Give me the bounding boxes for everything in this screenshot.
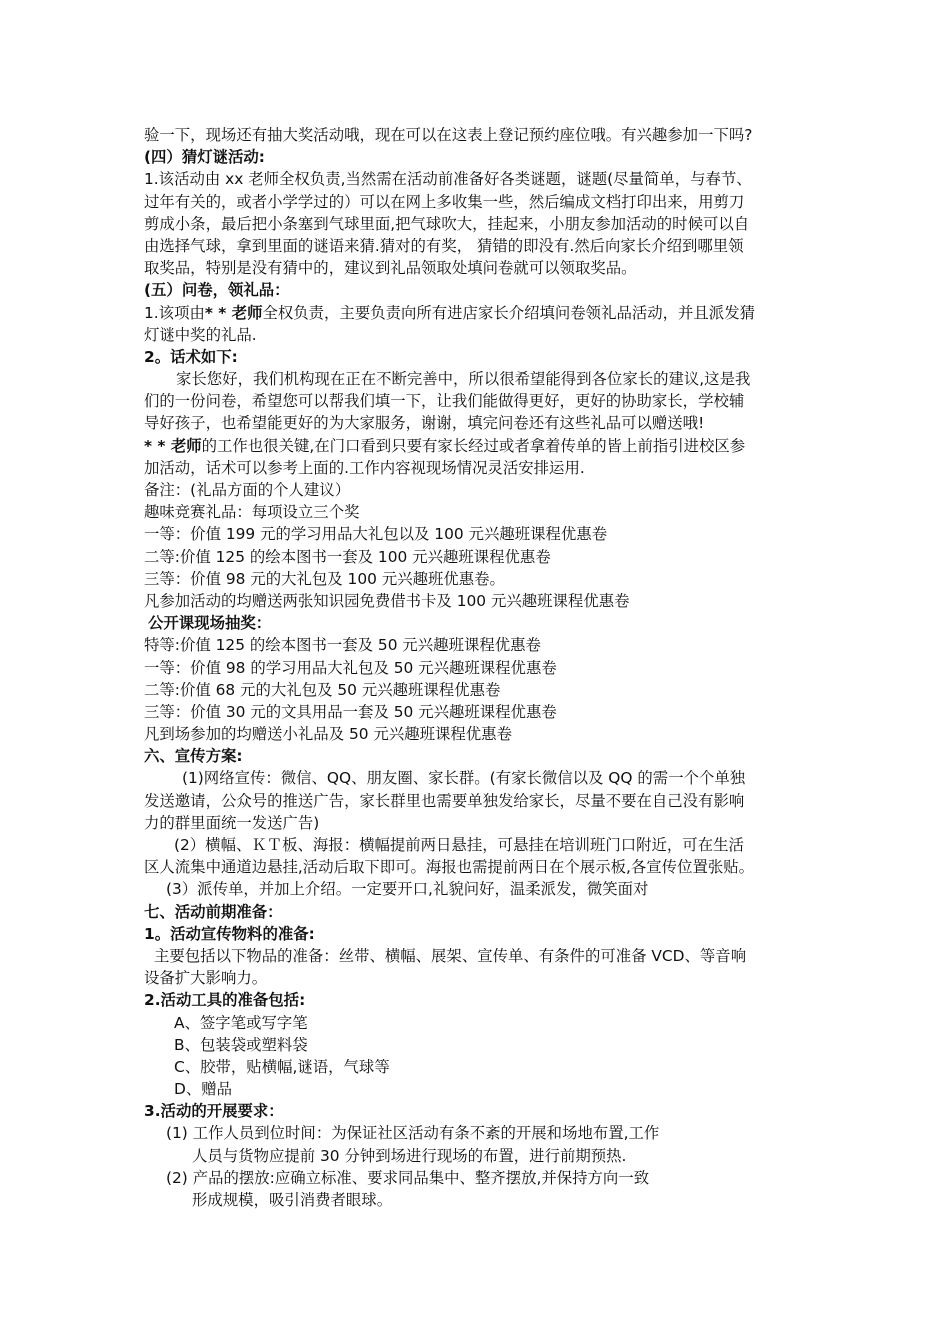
text-line: 由选择气球，拿到里面的谜语来猜.猜对的有奖， 猜错的即没有.然后向家长介绍到哪里领	[144, 236, 744, 255]
text-line: 形成规模，吸引消费者眼球。	[192, 1191, 393, 1209]
section-heading: (五）问卷，领礼品：	[144, 281, 290, 300]
list-item: C、胶带，贴横幅,谜语，气球等	[174, 1057, 390, 1076]
list-item: A、签字笔或写字笔	[174, 1013, 308, 1032]
text-line: 主要包括以下物品的准备：丝带、横幅、展架、宣传单、有条件的可准备 VCD、等音响	[154, 946, 747, 965]
text-line: 家长您好，我们机构现在正在不断完善中，所以很希望能得到各位家长的建议,这是我	[176, 370, 751, 389]
text-line	[144, 435, 810, 457]
text-line: 三等：价值 30 元的文具用品一套及 50 元兴趣班课程优惠卷	[144, 702, 557, 721]
text-line: 加活动，话术可以参考上面的.工作内容视现场情况灵活安排运用.	[144, 458, 585, 477]
text-run: 全权负责，主要负责向所有进店家长介绍填问卷领礼品活动，并且派发猜	[262, 303, 755, 322]
text-line: (2）横幅、ＫＴ板、海报：横幅提前两日悬挂，可悬挂在培训班门口附近，可在生活	[174, 836, 744, 854]
text-line: 人员与货物应提前 30 分钟到场进行现场的布置，进行前期预热.	[192, 1146, 627, 1165]
section-heading: 1。活动宣传物料的准备:	[144, 924, 315, 943]
list-item: (1) 工作人员到位时间：为保证社区活动有条不紊的开展和场地布置,工作	[166, 1124, 660, 1143]
text-run: 的工作也很关键,在门口看到只要有家长经过或者拿着传单的皆上前指引进校区参	[201, 436, 746, 455]
list-item: B、包装袋或塑料袋	[174, 1035, 308, 1054]
section-heading: 七、活动前期准备：	[144, 902, 283, 921]
text-line: 导好孩子，也希望能更好的为大家服务，谢谢，填完问卷还有这些礼品可以赠送哦!	[144, 414, 705, 433]
text-run: 1.该项由	[144, 303, 205, 322]
text-line: 一等：价值 199 元的学习用品大礼包以及 100 元兴趣班课程优惠卷	[144, 525, 608, 544]
text-line: 二等:价值 125 的绘本图书一套及 100 元兴趣班课程优惠卷	[144, 547, 551, 566]
text-line: 灯谜中奖的礼品.	[144, 325, 257, 344]
text-line: 们的一份问卷，希望您可以帮我们填一下，让我们能做得更好，更好的协助家长，学校辅	[144, 392, 745, 411]
text-line: 取奖品，特别是没有猜中的，建议到礼品领取处填问卷就可以领取奖品。	[144, 259, 637, 278]
list-item: (2) 产品的摆放:应确立标准、要求同品集中、整齐摆放,并保持方向一致	[166, 1168, 650, 1187]
document-page	[144, 124, 810, 1211]
text-line: 凡到场参加的均赠送小礼品及 50 元兴趣班课程优惠卷	[144, 725, 512, 744]
section-heading: 2.活动工具的准备包括:	[144, 991, 306, 1010]
text-line: 备注：(礼品方面的个人建议）	[144, 481, 351, 499]
section-heading: 2。话术如下:	[144, 347, 238, 366]
teacher-name: * * 老师	[144, 436, 202, 455]
text-line: 特等:价值 125 的绘本图书一套及 50 元兴趣班课程优惠卷	[144, 636, 541, 655]
text-line: 趣味竞赛礼品：每项设立三个奖	[144, 503, 360, 522]
text-line: 凡参加活动的均赠送两张知识园免费借书卡及 100 元兴趣班课程优惠卷	[144, 591, 630, 610]
text-line: 二等:价值 68 元的大礼包及 50 元兴趣班课程优惠卷	[144, 680, 501, 699]
text-line: 过年有关的，或者小学学过的）可以在网上多收集一些，然后编成文档打印出来，用剪刀	[144, 192, 745, 211]
text-line: (3）派传单，并加上介绍。一定要开口,礼貌问好，温柔派发，微笑面对	[166, 880, 649, 899]
text-line: 力的群里面统一发送广告)	[144, 813, 320, 832]
text-line: 区人流集中通道边悬挂,活动后取下即可。海报也需提前两日在个展示板,各宣传位置张贴。	[144, 858, 755, 877]
section-heading: (四）猜灯谜活动:	[144, 148, 265, 167]
text-line: 一等：价值 98 的学习用品大礼包及 50 元兴趣班课程优惠卷	[144, 658, 557, 677]
text-line: 三等：价值 98 元的大礼包及 100 元兴趣班优惠卷。	[144, 569, 505, 588]
section-heading: 六、宣传方案:	[144, 747, 243, 766]
section-heading: 3.活动的开展要求：	[144, 1102, 284, 1121]
text-line: (1)网络宣传：微信、QQ、朋友圈、家长群。(有家长微信以及 QQ 的需一个个单独	[182, 769, 746, 788]
text-line: 设备扩大影响力。	[144, 969, 268, 988]
text-line: 剪成小条，最后把小条塞到气球里面,把气球吹大，挂起来，小朋友参加活动的时候可以自	[144, 214, 750, 233]
text-line: 发送邀请，公众号的推送广告，家长群里也需要单独发给家长，尽量不要在自己没有影响	[144, 791, 745, 810]
text-line: 验一下，现场还有抽大奖活动哦，现在可以在这表上登记预约座位哦。有兴趣参加一下吗?	[144, 126, 753, 144]
text-line	[144, 302, 810, 324]
text-line: 1.该活动由 xx 老师全权负责,当然需在活动前准备好各类谜题，谜题(尽量简单，与春节、	[144, 170, 752, 189]
section-heading: 公开课现场抽奖：	[148, 614, 272, 633]
list-item: D、赠品	[174, 1080, 233, 1099]
teacher-name: * * 老师	[204, 303, 263, 322]
